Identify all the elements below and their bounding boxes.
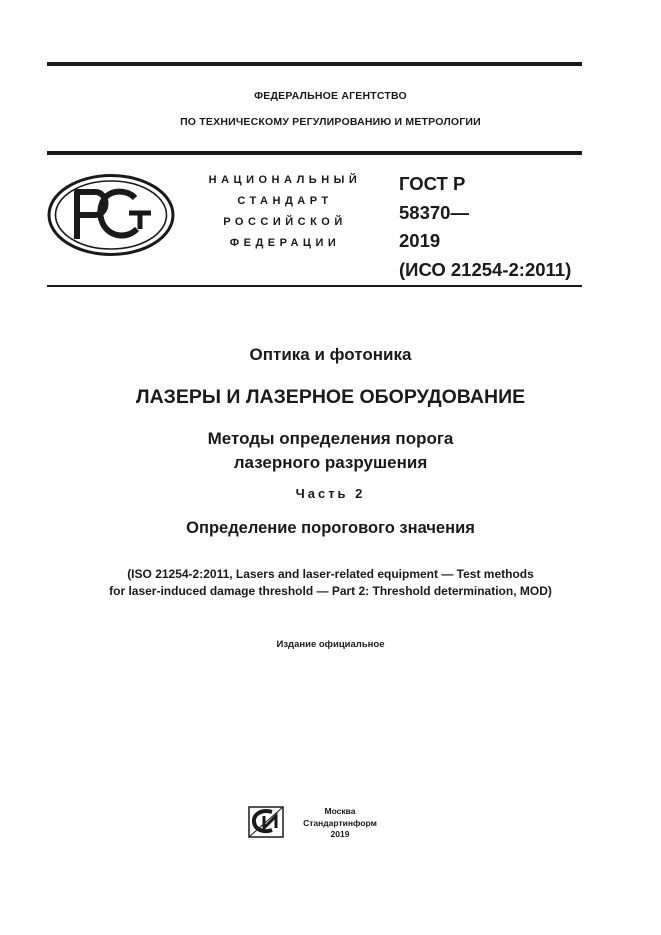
designation-line-4: (ИСО 21254-2:2011): [399, 258, 572, 280]
title-line-1: Оптика и фотоника: [249, 345, 412, 364]
publisher-year: 2019: [330, 829, 350, 839]
national-standard-caption: [190, 170, 380, 254]
part-label: Часть 2: [295, 486, 366, 501]
publisher-city: Москва: [324, 806, 356, 816]
designation-line-3: 2019: [399, 230, 441, 251]
designation-line-2: 58370—: [399, 201, 469, 223]
agency-line-2: ПО ТЕХНИЧЕСКОМУ РЕГУЛИРОВАНИЮ И МЕТРОЛОГИИ: [180, 116, 481, 128]
national-line-1: НАЦИОНАЛЬНЫЙ: [208, 174, 362, 186]
header-divider: [47, 151, 582, 155]
designation-line-1: ГОСТ Р: [399, 173, 466, 194]
publisher-info: [290, 806, 390, 841]
title-line-3b: лазерного разрушения: [233, 453, 428, 472]
edition-label: Издание официальное: [276, 639, 385, 650]
standartinform-logo-icon: [248, 806, 284, 838]
english-title-line-2: for laser-induced damage threshold — Part 2: Threshold determination, MOD): [109, 584, 552, 598]
national-line-4: ФЕДЕРАЦИИ: [229, 237, 341, 249]
national-line-3: РОССИЙСКОЙ: [223, 216, 347, 228]
gost-r-logo-icon: [47, 173, 175, 257]
standard-designation: [399, 170, 571, 284]
title-line-5: Определение порогового значения: [186, 519, 475, 537]
publisher-name: Стандартинформ: [303, 817, 377, 828]
title-line-3a: Методы определения порога: [207, 429, 454, 448]
top-rule: [47, 62, 582, 66]
title-line-2: ЛАЗЕРЫ И ЛАЗЕРНОЕ ОБОРУДОВАНИЕ: [135, 386, 526, 408]
agency-line-1: ФЕДЕРАЛЬНОЕ АГЕНТСТВО: [254, 90, 407, 102]
national-line-2: СТАНДАРТ: [237, 195, 333, 207]
standard-block-divider: [47, 285, 582, 287]
english-title-line-1: (ISO 21254-2:2011, Lasers and laser-related equipment — Test methods: [127, 567, 534, 581]
